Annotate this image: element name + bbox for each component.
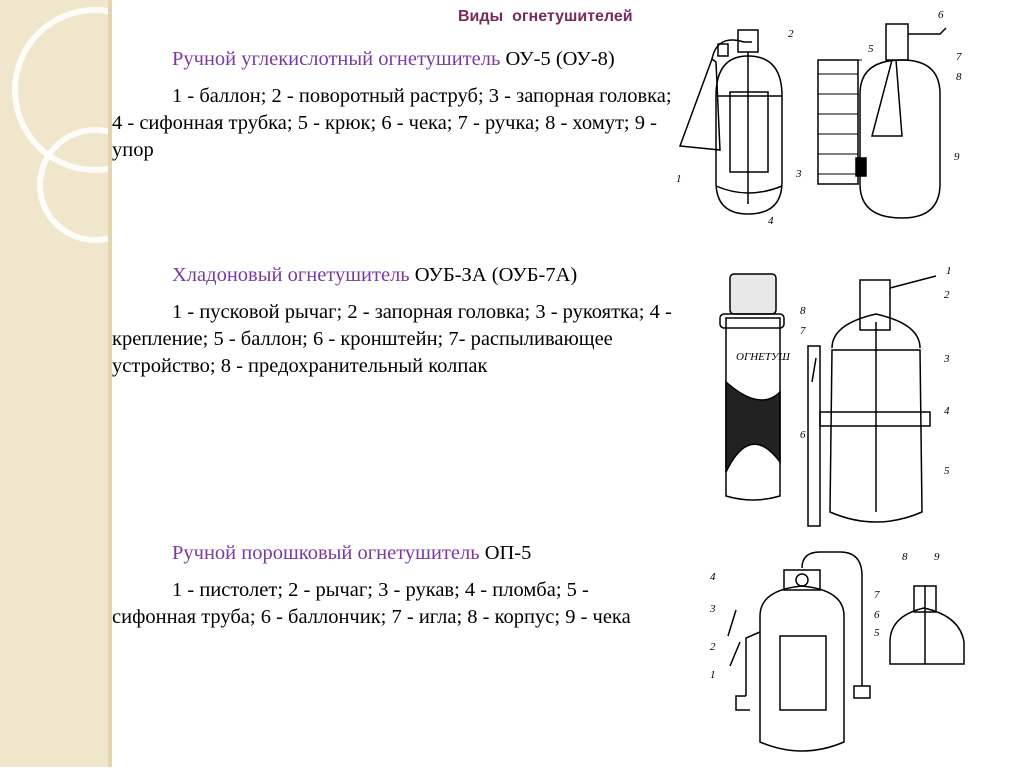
powder-callout-3: 3 [710, 603, 716, 615]
can-label: ОГНЕТУШ [736, 351, 790, 363]
co2-extinguisher-diagram [672, 4, 972, 234]
section-freon-name: Хладоновый огнетушитель [172, 264, 410, 286]
section-powder-heading [112, 540, 672, 567]
powder-callout-8: 8 [902, 551, 908, 563]
powder-callout-5: 5 [874, 627, 880, 639]
powder-callout-1: 1 [710, 669, 716, 681]
powder-callout-7: 7 [874, 589, 880, 601]
freon-callout-3: 3 [944, 353, 950, 365]
powder-callout-6: 6 [874, 609, 880, 621]
decorative-sidebar [0, 0, 112, 767]
section-freon-description: 1 - пусковой рычаг; 2 - запорная головка; 3 - рукоятка; 4 - крепление; 5 - баллон; 6 - кронштейн; 7- распыливающее устройство; 8 - предохранительный колпак [112, 301, 672, 377]
freon-callout-1: 1 [946, 265, 952, 277]
section-freon-model: ОУБ-ЗА (ОУБ-7А) [409, 264, 578, 286]
section-co2-model: ОУ-5 (ОУ-8) [500, 48, 615, 70]
section-co2 [112, 46, 672, 164]
co2-callout-3: 3 [796, 168, 802, 180]
section-co2-name: Ручной углекислотный огнетушитель [172, 48, 501, 70]
spray-can-cap [730, 274, 776, 314]
freon-callout-8: 8 [800, 305, 806, 317]
co2-callout-9: 9 [954, 151, 960, 163]
section-powder-description: 1 - пистолет; 2 - рычаг; 3 - рукав; 4 - пломба; 5 - сифонная труба; 6 - баллончик; 7 - игла; 8 - корпус; 9 - чека [112, 579, 631, 628]
section-powder [112, 540, 672, 631]
co2-callout-4: 4 [768, 215, 774, 227]
co2-callout-1: 1 [676, 173, 682, 185]
freon-callout-5: 5 [944, 465, 950, 477]
horn-shape [680, 59, 720, 150]
page-title: Виды огнетушителей [458, 8, 633, 25]
decorative-rings [0, 0, 112, 767]
co2-callout-5: 5 [868, 43, 874, 55]
co2-callout-6: 6 [938, 9, 944, 21]
freon-extinguisher-diagram [700, 262, 970, 542]
section-co2-description: 1 - баллон; 2 - поворотный раструб; 3 - запорная головка; 4 - сифонная трубка; 5 - крюк; 6 - чека; 7 - ручка; 8 - хомут; 9 - упор [112, 85, 672, 161]
freon-callout-6: 6 [800, 429, 806, 441]
co2-callout-2: 2 [788, 28, 794, 40]
powder-callout-4: 4 [710, 571, 716, 583]
co2-cylinder-side [860, 60, 940, 218]
powder-cylinder-body [760, 586, 844, 751]
section-co2-heading [112, 46, 672, 73]
powder-callout-9: 9 [934, 551, 940, 563]
section-powder-model: ОП-5 [479, 542, 532, 564]
freon-callout-2: 2 [944, 289, 950, 301]
section-freon [112, 262, 672, 380]
freon-callout-4: 4 [944, 405, 950, 417]
powder-detail-head [890, 608, 964, 664]
powder-callout-2: 2 [710, 641, 716, 653]
powder-extinguisher-diagram [700, 546, 980, 767]
freon-callout-7: 7 [800, 325, 806, 337]
section-powder-name: Ручной порошковый огнетушитель [172, 542, 480, 564]
section-freon-heading [112, 262, 672, 289]
co2-callout-8: 8 [956, 71, 962, 83]
co2-callout-7: 7 [956, 51, 962, 63]
